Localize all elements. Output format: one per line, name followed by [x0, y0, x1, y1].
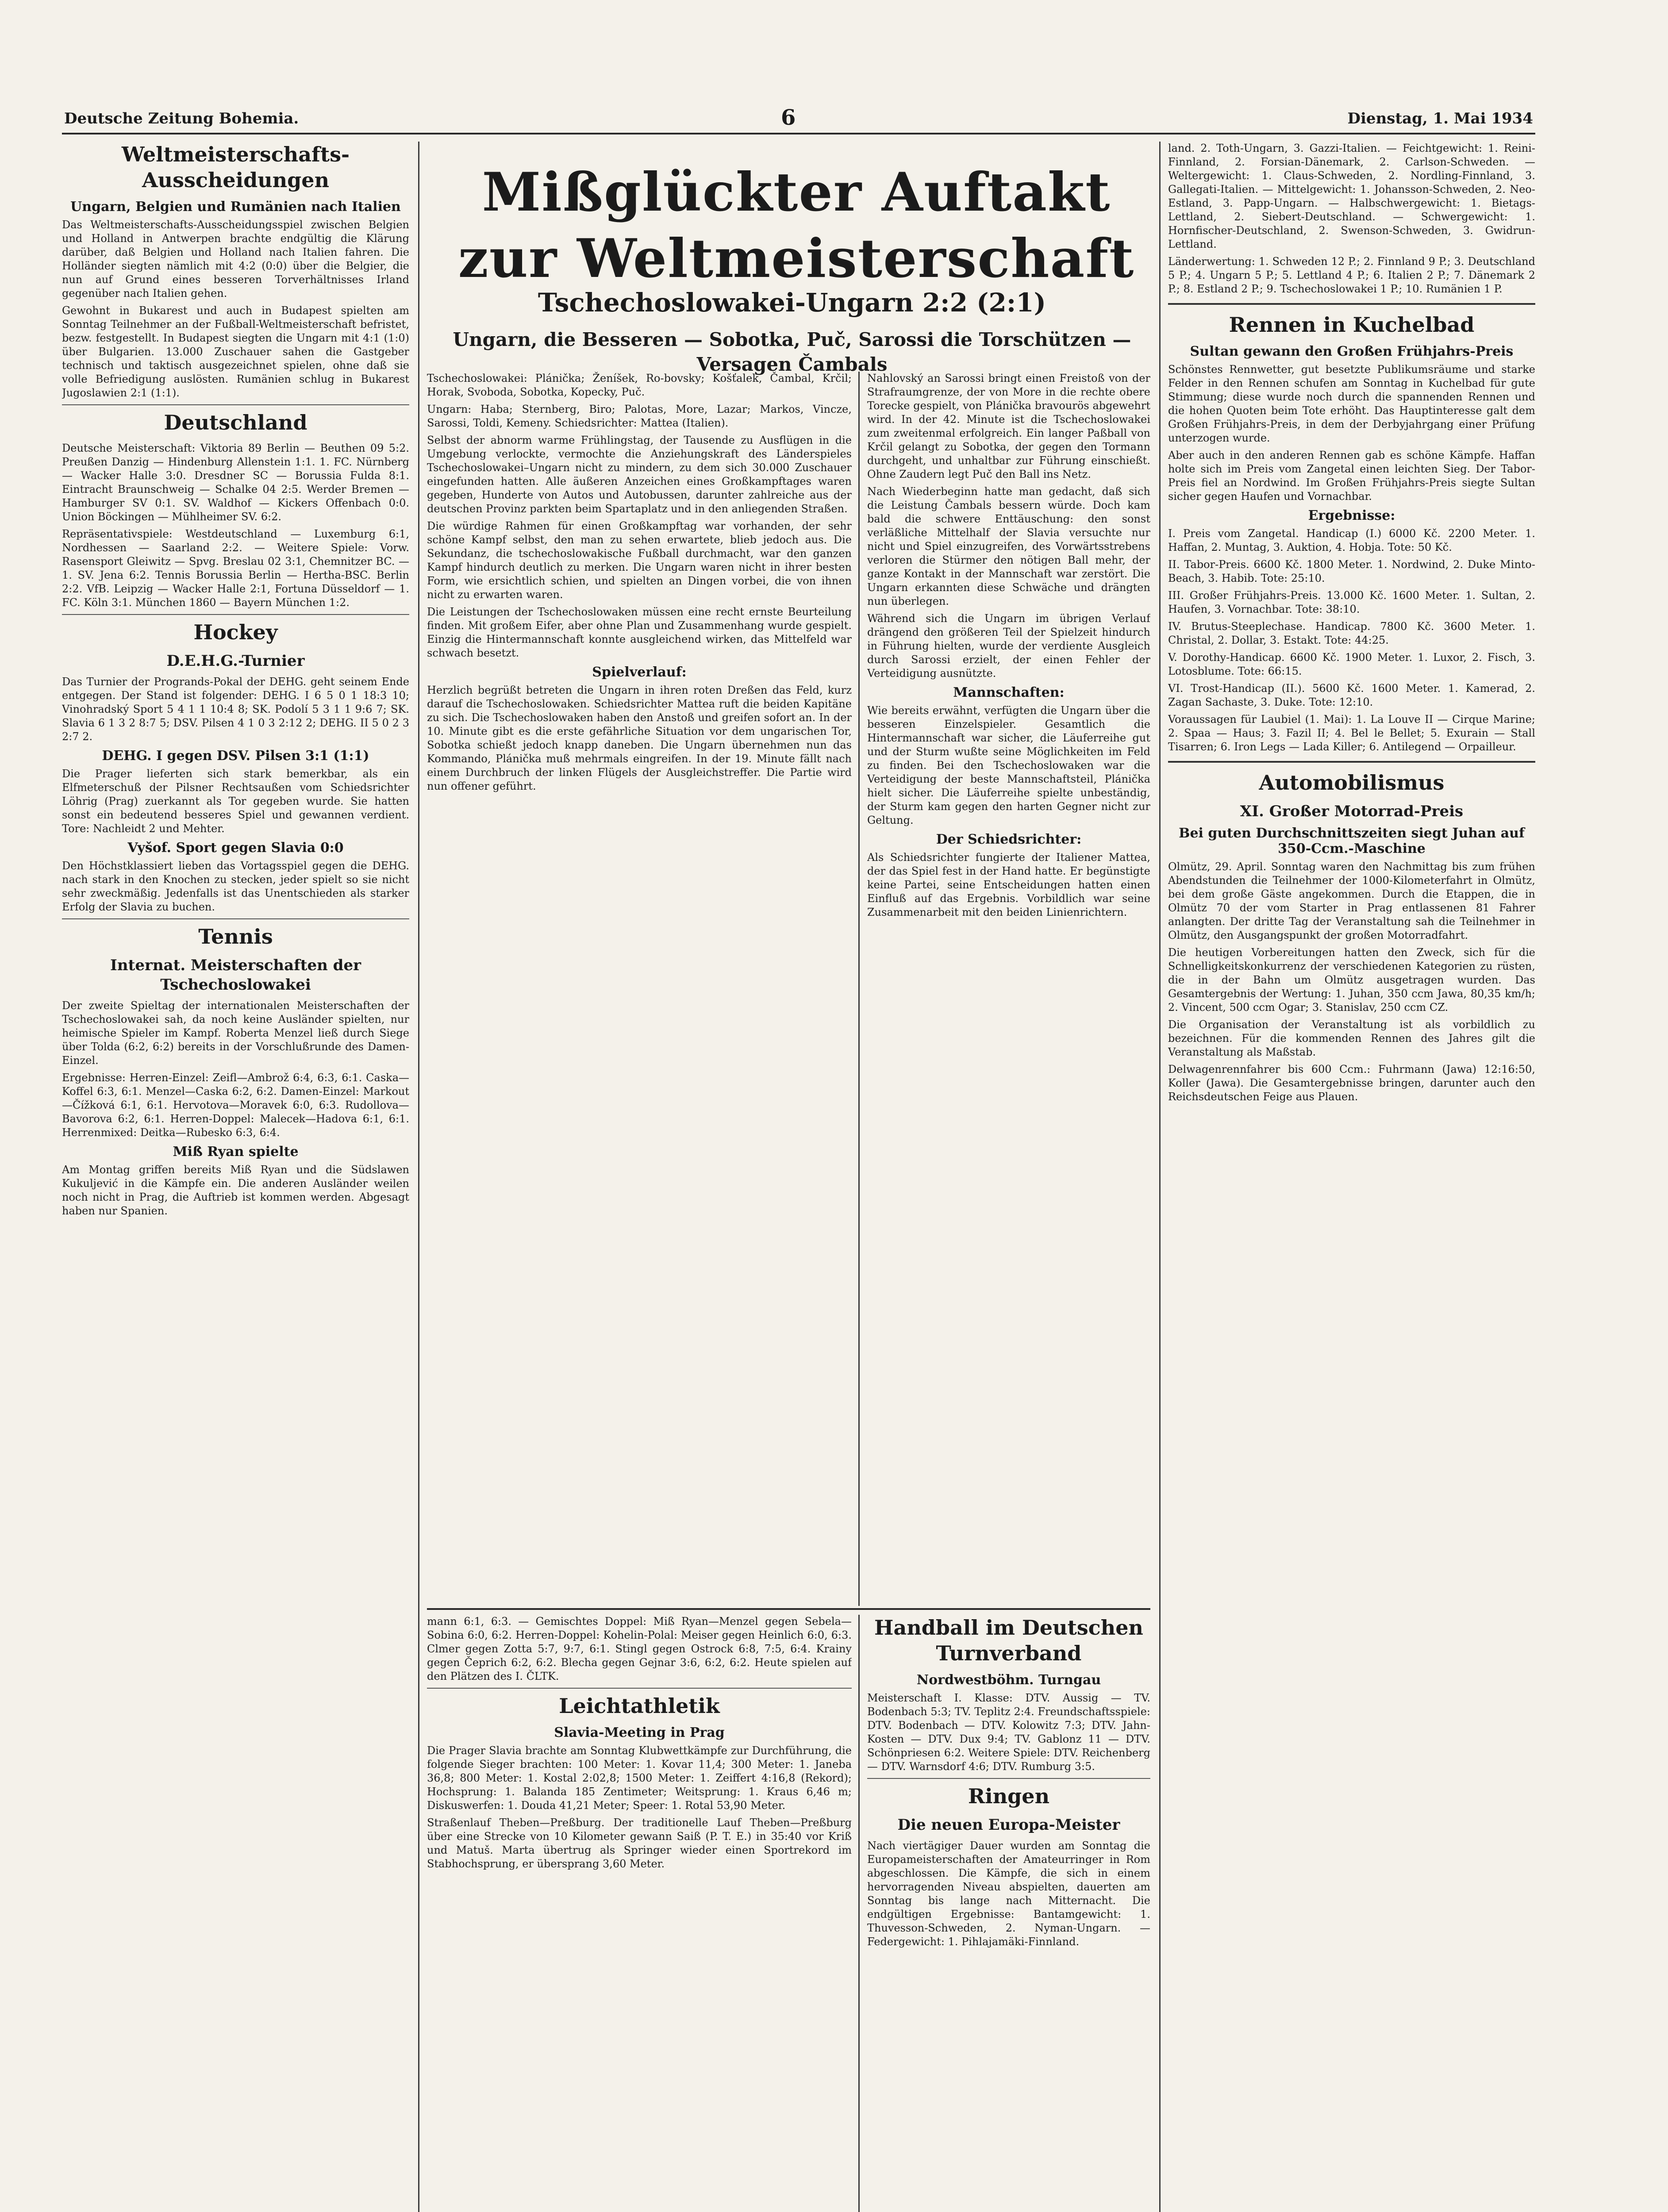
tennis-headline: Tennis: [198, 925, 273, 949]
lineup-paragraph: Ungarn: Haba; Sternberg, Biro; Palotas, More, Lazar; Markos, Vincze, Sarossi, Toldi, Kemeny. Schiedsrichter: Mattea (Italien).: [427, 403, 852, 429]
article-paragraph: Während sich die Ungarn im übrigen Verlauf drängend den größeren Teil der Spielzeit hindurch in Führung hielten, wurde der verdiente Ausgleich durch Sarossi erzielt, der einen Fehler der Verteidigung ausnützte.: [867, 612, 1150, 680]
column-4: [1168, 142, 1535, 2212]
hockey-headline: Hockey: [193, 620, 278, 644]
slavia-paragraph: Die Prager Slavia brachte am Sonntag Klubwettkämpfe zur Durchführung, die folgende Sieger brachten: 100 Meter: 1. Kovar 11,4; 300 Meter: 1. Janeba 36,8; 800 Meter: 1. Kostal 2:02,8; 1500 Meter: 1. Zeiffert 4:16,8 (Rekord); Hochsprung: 1. Balanda 185 Zentimeter; Weitsprung: 1. Kraus 6,46 m; Diskuswerfen: 1. Douda 41,21 Meter; Speer: 1. Rotal 53,90 Meter.: [427, 1744, 852, 1812]
divider: [62, 918, 409, 919]
article-paragraph: Nahlovský an Sarossi bringt einen Freistoß von der Strafraumgrenze, der von More in die rechte obere Torecke gespielt, von Plánička bravourös abgewehrt wird. In der 42. Minute ist die Tschechoslowakei zum zweitenmal erfolgreich. Ein langer Paßball von Krčil gelangt zu Sobotka, der gegen den Tormann durchgeht, und unhaltbar zur Führung einschießt. Ohne Zaudern legt Puč den Ball ins Netz.: [867, 372, 1150, 480]
divider: [1168, 761, 1535, 763]
ringen-results: land. 2. Toth-Ungarn, 3. Gazzi-Italien. — Feichtgewicht: 1. Reini-Finnland, 2. Forsian-Dänemark, 2. Carlson-Schweden. — Weltergewicht: 1. Claus-Schweden, 2. Nordling-Finnland, 3. Gallegati-Italien. — Mittelgewicht: 1. Johansson-Schweden, 2. Neo-Estland, 3. Papp-Ungarn. — Halbschwergewicht: 1. Bietags-Lettland, 2. Siebert-Deutschland. — Schwergewicht: 1. Hornfischer-Deutschland, 2. Swenson-Schweden, 3. Gwidrun-Lettland.: [1168, 142, 1535, 250]
mannschaften-paragraph: Wie bereits erwähnt, verfügten die Ungarn über die besseren Einzelspieler. Gesamtlich die Hintermannschaft war sicher, die Läuferreihe gut und der Sturm wußte seine Möglichkeiten im Feld zu finden. Bei den Tschechoslowaken war die Verteidigung der beste Mannschaftsteil, Plánička hielt sicher. Die Läuferreihe spielte unbeständig, der Sturm kam gegen den harten Gegner nicht zur Geltung.: [867, 704, 1150, 826]
result-item: I. Preis vom Zangetal. Handicap (I.) 6000 Kč. 2200 Meter. 1. Haffan, 2. Muntag, 3. Auktion, 4. Hobja. Tote: 50 Kč.: [1168, 527, 1535, 553]
result-item: VI. Trost-Handicap (II.). 5600 Kč. 1600 Meter. 1. Kamerad, 2. Zagan Sachaste, 3. Duke. Tote: 12:10.: [1168, 682, 1535, 708]
nordwest-subhead: Nordwestböhm. Turngau: [916, 1672, 1101, 1688]
spielverlauf-head: Spielverlauf:: [592, 664, 687, 680]
lower-middle-left: [427, 1615, 852, 2212]
ryan-paragraph: Am Montag griffen bereits Miß Ryan und die Südslawen Kukuljević in die Kämpfe ein. Die anderen Ausländer weilen noch nicht in Prag, die Auftrieb ist kommen werden. Abgesagt haben nur Spanien.: [62, 1164, 409, 1217]
spielverlauf-paragraph: Herzlich begrüßt betreten die Ungarn in ihren roten Dreßen das Feld, kurz darauf die Tschechoslowaken. Schiedsrichter Mattea ruft die beiden Kapitäne zu sich. Die Tschechoslowaken haben den Anstoß und greifen sofort an. In der 10. Minute gibt es die erste gefährliche Situation vor dem ungarischen Tor, Sobotka schießt jedoch knapp daneben. Die Ungarn übernehmen nun das Kommando, Plánička muß mehrmals eingreifen. In der 19. Minute fällt nach einem Durchbruch der linken Flügels der Ausgleichstreffer. Die Partie wird nun offener geführt.: [427, 684, 852, 792]
divider: [867, 1778, 1150, 1779]
vysof-title: Vyšof. Sport gegen Slavia 0:0: [127, 840, 344, 856]
lower-middle-right: [867, 1615, 1150, 2212]
dehg-paragraph: Das Turnier der Progrands-Pokal der DEHG. geht seinem Ende entgegen. Der Stand ist folgender: DEHG. I 6 5 0 1 18:3 10; Vinohradský Sport 5 4 1 1 10:4 8; SK. Podolí 5 3 1 1 9:6 7; SK. Slavia 6 1 3 2 8:7 5; DSV. Pilsen 4 1 0 3 2:12 2; DEHG. II 5 0 2 3 2:7 2.: [62, 676, 409, 743]
wm-headline: Weltmeisterschafts-Ausscheidungen: [121, 142, 350, 192]
dehg-match-paragraph: Die Prager lieferten sich stark bemerkbar, als ein Elfmeterschuß der Pilsner Rechtsaußen vom Schiedsrichter Löhrig (Prag) zuerkannt als Tor gegeben wurde. Sie hatten sonst ein bedeutend besseres Spiel und gewannen verdient. Tore: Nachleidt 2 und Mehter.: [62, 768, 409, 835]
main-article-col2: [867, 372, 1150, 1610]
ergebnisse-head: Ergebnisse:: [1308, 508, 1395, 523]
column-1: [62, 142, 409, 2212]
main-subtitle: Tschechoslowakei-Ungarn 2:2 (2:1): [538, 288, 1046, 318]
motor-subhead: Bei guten Durchschnittszeiten siegt Juhan auf 350-Ccm.-Maschine: [1179, 826, 1525, 856]
schiedsrichter-paragraph: Als Schiedsrichter fungierte der Italiener Mattea, der das Spiel fest in der Hand hatte. Er begünstigte keine Partei, seine Entscheidungen hatten einen Einfluß auf das Ergebnis. Vorbildlich war seine Zusammenarbeit mit den beiden Linienrichtern.: [867, 851, 1150, 918]
auto-headline: Automobilismus: [1259, 771, 1445, 795]
deutschland-headline: Deutschland: [164, 411, 307, 434]
handball-paragraph: Meisterschaft I. Klasse: DTV. Aussig — TV. Bodenbach 5:3; TV. Teplitz 2:4. Freundschaftsspiele: DTV. Bodenbach — DTV. Kolowitz 7:3; DTV. Jahn-Kosten — DTV. Dux 9:4; TV. Gablonz 11 — DTV. Schönpriesen 6:2. Weitere Spiele: DTV. Reichenberg — DTV. Warnsdorf 4:6; DTV. Rumburg 3:5.: [867, 1692, 1150, 1773]
motor-paragraph: Delwagenrennfahrer bis 600 Ccm.: Fuhrmann (Jawa) 12:16:50, Koller (Jawa). Die Gesamtergebnisse bringen, darunter auch den Reichsdeutschen Feige aus Plauen.: [1168, 1063, 1535, 1103]
vysof-paragraph: Den Höchstklassiert lieben das Vortagsspiel gegen die DEHG. nach stark in den Knochen zu stecken, jeder spielt so sie nicht sehr zweckmäßig. Jedenfalls ist das Unentschieden als starker Erfolg der Slavia zu buchen.: [62, 860, 409, 913]
slavia-headline: Slavia-Meeting in Prag: [554, 1725, 725, 1740]
main-headline: [442, 159, 1150, 292]
motor-paragraph: Die heutigen Vorbereitungen hatten den Zweck, sich für die Schnelligkeitskonkurrenz der verschiedenen Kategorien zu rüsten, die in der Bahn um Olmütz ausgetragen wurden. Das Gesamtergebnis der Wertung: 1. Juhan, 350 ccm Jawa, 80,35 km/h; 2. Vincent, 500 ccm Ogar; 3. Stanislav, 250 ccm CZ.: [1168, 946, 1535, 1014]
divider: [62, 404, 409, 405]
column-divider: [858, 1615, 860, 2212]
deutschland-paragraph: Repräsentativspiele: Westdeutschland — Luxemburg 6:1, Nordhessen — Saarland 2:2. — Weitere Spiele: Vorw. Rasensport Gleiwitz — Spvg. Breslau 02 3:1, Chemnitzer BC. — 1. SV. Jena 6:2. Tennis Borussia Berlin — Hertha-BSC. Berlin 2:2. VfB. Leipzig — Wacker Halle 2:1, Fortuna Düsseldorf — 1. FC. Köln 3:1. München 1860 — Bayern München 1:2.: [62, 528, 409, 609]
nations-ranking: Länderwertung: 1. Schweden 12 P.; 2. Finnland 9 P.; 3. Deutschland 5 P.; 4. Ungarn 5 P.; 5. Lettland 4 P.; 6. Italien 2 P.; 7. Dänemark 2 P.; 8. Estland 2 P.; 9. Tschechoslowakei 1 P.; 10. Rumänien 1 P.: [1168, 255, 1535, 295]
headline-line2: zur Weltmeisterschaft: [458, 227, 1135, 290]
handball-headline: Handball im Deutschen Turnverband: [874, 1616, 1143, 1665]
result-item: III. Großer Frühjahrs-Preis. 13.000 Kč. 1600 Meter. 1. Sultan, 2. Haufen, 3. Vornachbar. Tote: 38:10.: [1168, 589, 1535, 615]
divider: [62, 614, 409, 615]
issue-date: Dienstag, 1. Mai 1934: [1347, 110, 1533, 127]
result-item: II. Tabor-Preis. 6600 Kč. 1800 Meter. 1. Nordwind, 2. Duke Minto-Beach, 3. Habib. Tote: 25:10.: [1168, 558, 1535, 584]
column-divider: [1159, 142, 1161, 2212]
internat-headline: Internat. Meisterschaften der Tschechoslowakei: [110, 956, 361, 994]
rennen-subhead: Sultan gewann den Großen Frühjahrs-Preis: [1190, 344, 1514, 359]
column-divider: [858, 372, 860, 1606]
lineup-paragraph: Tschechoslowakei: Plánička; Ženíšek, Ro-bovsky; Košťalek, Čambal, Krčil; Horak, Svoboda, Sobotka, Kopecky, Puč.: [427, 372, 852, 398]
article-paragraph: Nach Wiederbeginn hatte man gedacht, daß sich die Leistung Čambals bessern würde. Doch kam bald die schwere Enttäuschung: den sonst verläßliche Mittelhalf der Slavia versuchte nur nicht und Spiel einzugreifen, des Vorwärtsstrebens verloren die Stürmer den nötigen Ball mehr, der ganze Kontakt in der Mannschaft war zerstört. Die Ungarn erkannten diese Schwäche und drängten nun überlegen.: [867, 485, 1150, 607]
divider: [427, 1688, 852, 1689]
article-paragraph: Selbst der abnorm warme Frühlingstag, der Tausende zu Ausflügen in die Umgebung verlockte, vermochte die Anziehungskraft des Länderspieles Tschechoslowakei–Ungarn nicht zu mindern, zu dem sich 30.000 Zuschauer eingefunden hatten. Alle äußeren Anzeichen eines Großkampftages waren gegeben, Hunderte von Autos und Autobussen, darunter zahlreiche aus der deutschen Provinz parkten beim Spartaplatz und in den anliegenden Straßen.: [427, 434, 852, 515]
europa-headline: Die neuen Europa-Meister: [897, 1816, 1120, 1834]
ryan-title: Miß Ryan spielte: [173, 1144, 299, 1160]
strassenlauf-paragraph: Straßenlauf Theben—Preßburg. Der traditionelle Lauf Theben—Preßburg über eine Strecke von 10 Kilometer gewann Saiß (P. T. E.) in 35:40 vor Kriß und Matuš. Marta übertrug als Springer wieder einen Sportrekord im Stabhochsprung, er übersprang 3,60 Meter.: [427, 1816, 852, 1870]
voraussagen: Voraussagen für Laubiel (1. Mai): 1. La Louve II — Cirque Marine; 2. Spaa — Haus; 3. Fazil II; 4. Bel le Bellet; 5. Exurain — Stall Tisarren; 6. Iron Legs — Lada Killer; 6. Antilegend — Orpailleur.: [1168, 713, 1535, 753]
motor-paragraph: Olmütz, 29. April. Sonntag waren den Nachmittag bis zum frühen Abendstunden die Teilnehmer der 1000-Kilometerfahrt in Olmütz, bei dem große Gäste angekommen. Durch die Etappen, die in Olmütz 70 der vom Starter in Prag entlassenen 81 Fahrer anlangten. Der dritte Tag der Veranstaltung sah die Teilnehmer in Olmütz, den Ausgangspunkt der großen Motorradfahrt.: [1168, 860, 1535, 941]
rennen-headline: Rennen in Kuchelbad: [1229, 313, 1475, 337]
result-item: IV. Brutus-Steeplechase. Handicap. 7800 Kč. 3600 Meter. 1. Christal, 2. Dollar, 3. Estakt. Tote: 44:25.: [1168, 620, 1535, 646]
schiedsrichter-head: Der Schiedsrichter:: [936, 832, 1082, 847]
motor-headline: XI. Großer Motorrad-Preis: [1240, 803, 1464, 820]
column-divider: [418, 142, 419, 2212]
headline-line1: Mißglückter Auftakt: [482, 161, 1111, 223]
internat-paragraph: Der zweite Spieltag der internationalen Meisterschaften der Tschechoslowakei sah, da noch keine Ausländer spielten, nur heimische Spieler im Kampf. Roberta Menzel ließ durch Siege über Tolda (6:2, 6:2) bereits in der Vorschlußrunde des Damen-Einzel.: [62, 999, 409, 1067]
rennen-paragraph: Schönstes Rennwetter, gut besetzte Publikumsräume und starke Felder in den Rennen schufen am Sonntag in Kuchelbad für gute Stimmung; diese wurde noch durch die spannenden Rennen und die hohen Quoten beim Tote erhöht. Das Hauptinteresse galt dem Großen Frühjahrs-Preis, in dem der Derbyjahrgang einer Prüfung unterzogen wurde.: [1168, 363, 1535, 444]
divider: [1168, 303, 1535, 305]
result-item: V. Dorothy-Handicap. 6600 Kč. 1900 Meter. 1. Luxor, 2. Fisch, 3. Lotosblume. Tote: 66:15.: [1168, 651, 1535, 677]
page-number: 6: [781, 105, 796, 130]
deutschland-paragraph: Deutsche Meisterschaft: Viktoria 89 Berlin — Beuthen 09 5:2. Preußen Danzig — Hindenburg Allenstein 1:1. 1. FC. Nürnberg — Wacker Halle 3:0. Dresdner SC — Borussia Fulda 8:1. Eintracht Braunschweig — Schalke 04 2:5. Werder Bremen — Hamburger SV 0:1. SV. Waldhof — Kickers Offenbach 0:0. Union Böckingen — Mühlheimer SV. 6:2.: [62, 442, 409, 523]
europa-paragraph: Nach viertägiger Dauer wurden am Sonntag die Europameisterschaften der Amateurringer in Rom abgeschlossen. Die Kämpfe, die sich in einem hervorragenden Niveau abspielten, dauerten am Sonntag bis lange nach Mitternacht. Die endgültigen Ergebnisse: Bantamgewicht: 1. Thuvesson-Schweden, 2. Nyman-Ungarn. — Federgewicht: 1. Pihlajamäki-Finnland.: [867, 1839, 1150, 1948]
main-deck: Ungarn, die Besseren — Sobotka, Puč, Sarossi die Torschützen — Versagen Čambals: [453, 329, 1131, 375]
wm-paragraph: Gewohnt in Bukarest und auch in Budapest spielten am Sonntag Teilnehmer an der Fußball-Weltmeisterschaft befristet, bezw. festgestellt. In Budapest siegten die Ungarn mit 4:1 (1:0) über Bulgarien. 13.000 Zuschauer sahen die Gastgeber technisch und taktisch ausgezeichnet spielen, ohne daß sie volle Befriedigung auslösten. Rumänien schlug in Bukarest Jugoslawien 2:1 (1:1).: [62, 304, 409, 399]
main-article-col1: [427, 372, 852, 1601]
tennis-continued: mann 6:1, 6:3. — Gemischtes Doppel: Miß Ryan—Menzel gegen Sebela—Sobina 6:0, 6:2. Herren-Doppel: Kohelin-Polal: Meiser gegen Heinlich 6:0, 6:3. Clmer gegen Zotta 5:7, 9:7, 6:1. Stingl gegen Ostrock 6:8, 7:5, 6:4. Krainy gegen Čeprich 6:2, 6:2. Blecha gegen Gejnar 3:6, 6:2, 6:2. Heute spielen auf den Plätzen des I. ČLTK.: [427, 1615, 852, 1682]
rennen-paragraph: Aber auch in den anderen Rennen gab es schöne Kämpfe. Haffan holte sich im Preis vom Zangetal einen leichten Sieg. Der Tabor-Preis fiel an Nordwind. Im Großen Frühjahrs-Preis siegte Sultan sicher gegen Haufen und Vornachbar.: [1168, 449, 1535, 503]
article-paragraph: Die würdige Rahmen für einen Großkampftag war vorhanden, der sehr schöne Kampf selbst, den man zu sehen erwartete, blieb jedoch aus. Die Sekundanz, die tschechoslowakische Fußball durchmacht, war den ganzen Kampf hindurch deutlich zu merken. Die Ungarn waren nicht in ihrer besten Form, wie ersichtlich schien, und spielten an Dingen vorbei, die von ihnen nicht zu erwarten waren.: [427, 520, 852, 601]
dehg-match-title: DEHG. I gegen DSV. Pilsen 3:1 (1:1): [102, 748, 369, 764]
wm-paragraph: Das Weltmeisterschafts-Ausscheidungsspiel zwischen Belgien und Holland in Antwerpen brachte endgültig die Klärung darüber, daß Belgien und Holland nach Italien fahren. Die Holländer siegten nämlich mit 4:2 (0:0) über die Belgier, die nun auf Grund eines besseren Torverhältnisses Irland gegenüber nach Italien gehen.: [62, 219, 409, 300]
ringen-headline: Ringen: [968, 1784, 1050, 1808]
mannschaften-head: Mannschaften:: [953, 685, 1065, 700]
internat-paragraph: Ergebnisse: Herren-Einzel: Zeifl—Ambrož 6:4, 6:3, 6:1. Caska—Koffel 6:3, 6:1. Menzel—Caska 6:2, 6:2. Damen-Einzel: Markout—Čížková 6:1, 6:1. Hervotova—Moravek 6:0, 6:3. Rudollova—Bavorova 6:2, 6:1. Herren-Doppel: Malecek—Hadova 6:1, 6:1. Herrenmixed: Deitka—Rubesko 6:3, 6:4.: [62, 1071, 409, 1139]
dehg-headline: D.E.H.G.-Turnier: [166, 652, 305, 670]
leichtathletik-headline: Leichtathletik: [559, 1694, 720, 1718]
article-paragraph: Die Leistungen der Tschechoslowaken müssen eine recht ernste Beurteilung finden. Mit großem Eifer, aber ohne Plan und Zusammenhang wurde gespielt. Einzig die Hintermannschaft konnte ausgleichend wirken, das Mittelfeld war schwach besetzt.: [427, 606, 852, 659]
header-rule: [62, 133, 1535, 134]
page-header: [64, 105, 1533, 136]
motor-paragraph: Die Organisation der Veranstaltung ist als vorbildlich zu bezeichnen. Für die kommenden Rennen des Jahres gilt die Veranstaltung als Maßstab.: [1168, 1018, 1535, 1058]
masthead-left: Deutsche Zeitung Bohemia.: [64, 110, 299, 127]
wm-subhead: Ungarn, Belgien und Rumänien nach Italien: [70, 199, 401, 215]
